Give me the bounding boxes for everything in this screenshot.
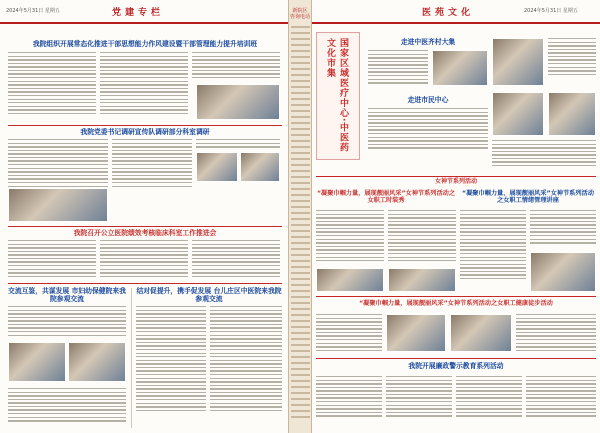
- right-article-text-6b: [516, 314, 596, 353]
- divider-1: [8, 125, 282, 126]
- right-article-title-1: 走进中医齐村大集: [400, 38, 456, 46]
- article-text-2b: [112, 139, 192, 189]
- right-article-text-1a: [368, 50, 428, 86]
- left-header-section: 党建专栏: [112, 8, 165, 18]
- band-line: [291, 212, 310, 214]
- band-line: [291, 134, 310, 136]
- right-article-text-5a: [460, 210, 526, 282]
- column-rule: [131, 288, 132, 428]
- band-line: [291, 236, 310, 238]
- right-article-photo-2a: [492, 92, 544, 136]
- band-line: [291, 404, 310, 406]
- article-text-1a: [8, 52, 96, 116]
- article-title-4: 交流互鉴，共谋发展 市妇幼保健院来我院参观交流: [8, 287, 126, 304]
- right-article-title-4: “凝聚巾帼力量，展现靓丽风采”女神节系列活动之女职工时装秀: [316, 190, 456, 205]
- right-article-text-4b: [388, 210, 456, 264]
- band-line: [291, 218, 310, 220]
- band-line: [291, 74, 310, 76]
- right-article-title-5: “凝聚巾帼力量，展现靓丽风采”女神节系列活动之女职工情绪管理讲座: [462, 190, 594, 205]
- right-article-text-2b: [492, 140, 596, 169]
- right-article-photo-1a: [432, 50, 488, 86]
- right-divider-1: [316, 176, 596, 177]
- article-text-5a: [136, 306, 206, 413]
- vertical-banner: 国家区域医疗中心·中医药文化市集: [325, 38, 348, 153]
- right-header-date: 2024年5月31日 星期五: [524, 8, 578, 14]
- right-article-text-2a: [368, 108, 488, 151]
- band-line: [291, 200, 310, 202]
- right-article-title-6: “凝聚巾帼力量，展现靓丽风采”女神节系列活动之女职工健康徒步活动: [359, 300, 553, 307]
- right-article-photo-4a: [316, 268, 384, 292]
- article-text-3b: [100, 240, 188, 279]
- band-line: [291, 350, 310, 352]
- band-line: [291, 50, 310, 52]
- band-line: [291, 278, 310, 280]
- left-page: [0, 0, 288, 433]
- right-article-photo-6b: [450, 314, 512, 352]
- band-line: [291, 146, 310, 148]
- band-line: [291, 380, 310, 382]
- band-line: [291, 398, 310, 400]
- right-article-text-5b: [530, 210, 596, 246]
- right-article-title-2: 走进市民中心: [407, 96, 449, 104]
- band-line: [291, 362, 310, 364]
- right-article-photo-2b: [548, 92, 596, 136]
- right-article-text-6a: [316, 314, 382, 353]
- right-article-text-7d: [526, 376, 596, 419]
- right-article-text-7a: [316, 376, 382, 419]
- right-article-photo-1b: [492, 38, 544, 86]
- band-line: [291, 176, 310, 178]
- band-line: [291, 374, 310, 376]
- band-line: [291, 182, 310, 184]
- right-article-text-7b: [386, 376, 452, 419]
- band-line: [291, 152, 310, 154]
- band-line: [291, 344, 310, 346]
- left-header: [0, 0, 288, 24]
- right-article-title-3: 女神节系列活动: [406, 178, 506, 185]
- article-text-1b: [100, 52, 188, 116]
- band-line: [291, 296, 310, 298]
- right-article-title-7: 我院开展廉政警示教育系列活动: [408, 362, 504, 370]
- article-photo-2b: [240, 152, 280, 182]
- right-divider-3: [316, 358, 596, 359]
- article-text-4: [8, 306, 126, 338]
- band-line: [291, 80, 310, 82]
- right-article-text-4a: [316, 210, 384, 264]
- band-line: [291, 410, 310, 412]
- article-text-2a: [8, 139, 108, 189]
- left-header-date: 2024年5月31日 星期五: [6, 8, 60, 14]
- band-line: [291, 92, 310, 94]
- band-line: [291, 188, 310, 190]
- article-text-3a: [8, 240, 96, 279]
- article-photo-1: [196, 84, 280, 120]
- band-line: [291, 314, 310, 316]
- band-line: [291, 332, 310, 334]
- right-article-photo-4b: [388, 268, 456, 292]
- article-text-2c: [196, 139, 280, 150]
- band-line: [291, 38, 310, 40]
- band-line: [291, 104, 310, 106]
- band-line: [291, 338, 310, 340]
- article-title-3: 我院召开公立医院绩效考核临床科室工作推进会: [73, 229, 217, 237]
- band-line: [291, 140, 310, 142]
- right-article-photo-6a: [386, 314, 446, 352]
- band-line: [291, 290, 310, 292]
- band-line: [291, 26, 310, 28]
- right-header: [312, 0, 600, 24]
- band-line: [291, 272, 310, 274]
- article-text-3c: [192, 240, 280, 279]
- band-line: [291, 194, 310, 196]
- band-line: [291, 86, 310, 88]
- band-line: [291, 302, 310, 304]
- right-page: [312, 0, 600, 433]
- band-line: [291, 164, 310, 166]
- article-text-4b: [8, 388, 126, 424]
- band-line: [291, 248, 310, 250]
- band-line: [291, 386, 310, 388]
- article-photo-4b: [68, 342, 126, 382]
- article-photo-4a: [8, 342, 66, 382]
- band-line: [291, 206, 310, 208]
- article-text-5b: [210, 306, 282, 413]
- article-photo-2c: [8, 188, 108, 222]
- band-line: [291, 110, 310, 112]
- band-line: [291, 224, 310, 226]
- band-line: [291, 32, 310, 34]
- article-title-5: 结对促提升，携手促发展 台儿庄区中医院来我院参观交流: [136, 287, 282, 304]
- band-line: [291, 254, 310, 256]
- band-line: [291, 230, 310, 232]
- band-line: [291, 326, 310, 328]
- right-article-photo-5: [530, 252, 596, 292]
- band-line: [291, 242, 310, 244]
- band-line: [291, 356, 310, 358]
- right-header-section: 医苑文化: [422, 8, 475, 18]
- band-line: [291, 98, 310, 100]
- article-text-1c: [192, 52, 280, 81]
- band-line: [291, 56, 310, 58]
- band-line: [291, 320, 310, 322]
- divider-2: [8, 226, 282, 227]
- article-title-1: 我院组织开展常态化推进干部思想能力作风建设暨干部管理能力提升培训班: [32, 40, 258, 48]
- right-divider-2: [316, 296, 596, 297]
- band-line: [291, 68, 310, 70]
- band-line: [291, 266, 310, 268]
- band-line: [291, 308, 310, 310]
- divider-3: [8, 283, 282, 284]
- band-line: [291, 128, 310, 130]
- band-line: [291, 416, 310, 418]
- band-line: [291, 122, 310, 124]
- band-line: [291, 368, 310, 370]
- band-line: [291, 116, 310, 118]
- band-line: [291, 44, 310, 46]
- band-line: [291, 260, 310, 262]
- article-photo-2a: [196, 152, 238, 182]
- band-line: [291, 62, 310, 64]
- band-line: [291, 392, 310, 394]
- right-article-text-7c: [456, 376, 522, 419]
- band-line: [291, 170, 310, 172]
- band-line: [291, 158, 310, 160]
- band-line: [291, 284, 310, 286]
- right-article-text-1b: [548, 38, 596, 77]
- center-contact-band: [288, 0, 312, 433]
- article-title-2: 我院党委书记调研宣传队调研部分科室调研: [80, 128, 210, 136]
- center-band-header: 新院区 咨询电话: [290, 8, 311, 20]
